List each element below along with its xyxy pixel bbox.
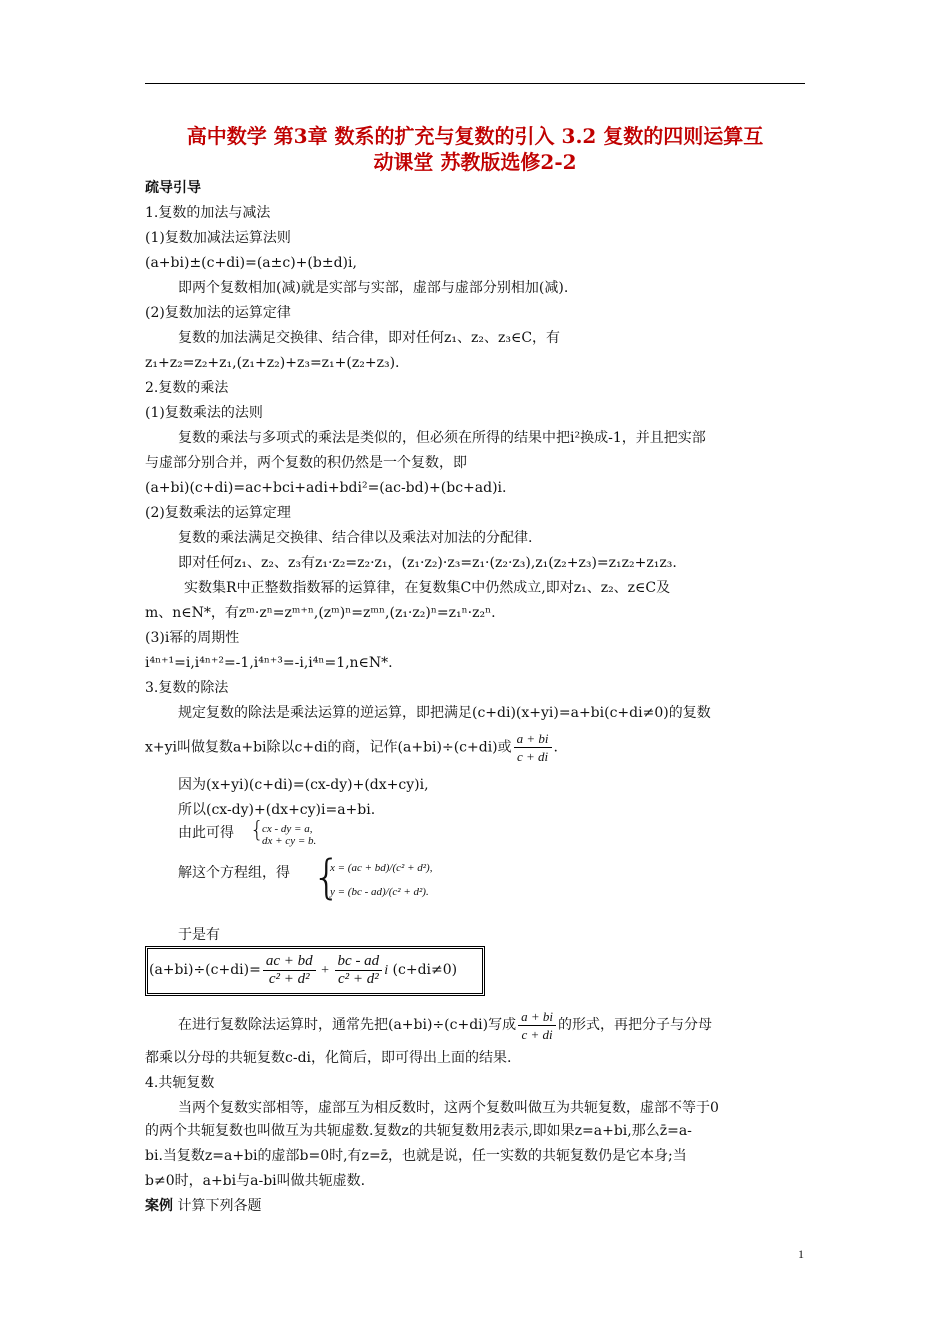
conjugate-paragraph-1: 当两个复数实部相等，虚部互为相反数时，这两个复数叫做互为共轭复数，虚部不等于0 <box>178 1100 719 1116</box>
header-rule <box>145 83 805 84</box>
box-condition: (c+di≠0) <box>392 962 458 978</box>
practice-denominator: c + di <box>521 1026 553 1042</box>
exponent-rule-line-2: m、n∈N*，有zᵐ·zⁿ=zᵐ⁺ⁿ,(zᵐ)ⁿ=zᵐⁿ,(z₁·z₂)ⁿ=z₁ⁿ·z₂ⁿ. <box>145 605 496 621</box>
multiplication-law-formula: 即对任何z₁、z₂、z₃有z₁·z₂=z₂·z₁，(z₁·z₂)·z₃=z₁·(z₂·z₃),z₁(z₂+z₃)=z₁z₂+z₁z₃. <box>178 555 677 571</box>
solve-label: 解这个方程组，得 <box>178 865 290 881</box>
division-practice-text-b: 的形式，再把分子与分母 <box>558 1017 712 1033</box>
division-practice-line-2: 都乘以分母的共轭复数c-di，化简后，即可得出上面的结果. <box>145 1050 512 1066</box>
real-part-denominator: c² + d² <box>268 970 310 987</box>
case-line <box>145 1196 261 1216</box>
box-left-text: (a+bi)÷(c+di)= <box>149 962 261 978</box>
multiplication-law-text: 复数的乘法满足交换律、结合律以及乘法对加法的分配律. <box>178 530 533 546</box>
addition-law-text: 复数的加法满足交换律、结合律，即对任何z₁、z₂、z₃∈C，有 <box>178 330 561 346</box>
section-1-1-title: (1)复数加减法运算法则 <box>145 230 291 246</box>
system-1-eq-1: cx - dy = a, <box>262 823 313 835</box>
hence-label: 由此可得 <box>178 825 234 841</box>
thus-label: 于是有 <box>178 927 220 943</box>
therefore-line: 所以(cx-dy)+(dx+cy)i=a+bi. <box>178 802 376 818</box>
imag-part-denominator: c² + d² <box>337 970 379 987</box>
multiplication-paragraph-1: 复数的乘法与多项式的乘法是类似的，但必须在所得的结果中把i²换成-1，并且把实部 <box>178 430 706 446</box>
section-2-2-title: (2)复数乘法的运算定理 <box>145 505 291 521</box>
addition-law-formula: z₁+z₂=z₂+z₁,(z₁+z₂)+z₃=z₁+(z₂+z₃). <box>145 355 400 371</box>
division-practice-line-1 <box>178 1007 712 1043</box>
addition-description: 即两个复数相加(减)就是实部与实部，虚部与虚部分别相加(减). <box>178 280 569 296</box>
division-practice-text-a: 在进行复数除法运算时，通常先把(a+bi)÷(c+di)写成 <box>178 1017 517 1033</box>
exponent-rule-line-1: 实数集R中正整数指数幂的运算律，在复数集C中仍然成立,即对z₁、z₂、z∈C及 <box>184 580 671 596</box>
system-2-eq-y: y = (bc - ad)/(c² + d²). <box>330 886 429 898</box>
conjugate-paragraph-3: bi.当复数z=a+bi的虚部b=0时,有z=z̄，也就是说，任一实数的共轭复数仍是它本身;当 <box>145 1148 687 1164</box>
system-2-brace: { <box>312 850 342 904</box>
imag-unit: i <box>384 963 389 978</box>
section-heading: 疏导引导 <box>145 180 201 196</box>
practice-numerator: a + bi <box>518 1008 556 1026</box>
because-line: 因为(x+yi)(c+di)=(cx-dy)+(dx+cy)i, <box>178 777 429 793</box>
addition-rule: (a+bi)±(c+di)=(a±c)+(b±d)i, <box>145 255 357 271</box>
quotient-fraction <box>514 730 552 765</box>
division-definition-2: x+yi叫做复数a+bi除以c+di的商，记作(a+bi)÷(c+di)或 $\frac{a + bi}{c + di}$ . <box>145 731 558 764</box>
title-line-2: 动课堂 苏教版选修2-2 <box>373 150 577 174</box>
practice-fraction <box>518 1008 556 1043</box>
division-definition-1: 规定复数的除法是乘法运算的逆运算，即把满足(c+di)(x+yi)=a+bi(c+di≠0)的复数 <box>178 705 711 721</box>
section-2-title: 2.复数的乘法 <box>145 380 229 396</box>
imag-part-numerator: bc - ad <box>335 953 383 971</box>
section-3-title: 3.复数的除法 <box>145 680 229 696</box>
section-1-2-title: (2)复数加法的运算定律 <box>145 305 291 321</box>
title-line-1: 高中数学 第3章 数系的扩充与复数的引入 3.2 复数的四则运算互 <box>186 124 764 148</box>
quotient-numerator: a + bi <box>514 730 552 748</box>
section-2-3-title: (3)i幂的周期性 <box>145 630 240 646</box>
multiplication-formula: (a+bi)(c+di)=ac+bci+adi+bdi²=(ac-bd)+(bc+ad)i. <box>145 480 507 496</box>
division-result-formula: (a+bi)÷(c+di)= $\frac{ac + bd}{\text{c² + d²}}$ + $\frac{bc - ad}{\text{c² + d²}}$ i (c+di≠0) <box>149 952 458 987</box>
conjugate-paragraph-4: b≠0时，a+bi与a-bi叫做共轭虚数. <box>145 1173 366 1189</box>
real-part-fraction <box>263 953 316 988</box>
section-1-title: 1.复数的加法与减法 <box>145 205 271 221</box>
multiplication-paragraph-2: 与虚部分别合并，两个复数的积仍然是一个复数，即 <box>145 455 467 471</box>
system-1-brace: { <box>250 818 264 843</box>
section-4-title: 4.共轭复数 <box>145 1075 215 1091</box>
case-text: 计算下列各题 <box>177 1198 262 1214</box>
conjugate-paragraph-2: 的两个共轭复数也叫做互为共轭虚数.复数z的共轭复数用z̄表示,即如果z=a+bi,那么z̄=a- <box>145 1123 692 1139</box>
i-periodicity-formula: i⁴ⁿ⁺¹=i,i⁴ⁿ⁺²=-1,i⁴ⁿ⁺³=-i,i⁴ⁿ=1,n∈N*. <box>145 655 393 671</box>
section-2-1-title: (1)复数乘法的法则 <box>145 405 263 421</box>
real-part-numerator: ac + bd <box>263 953 316 971</box>
case-label: 案例 <box>145 1198 173 1214</box>
quotient-denominator: c + di <box>517 749 549 764</box>
system-2-eq-x: x = (ac + bd)/(c² + d²), <box>330 862 433 874</box>
system-1-eq-2: dx + cy = b. <box>262 835 317 847</box>
imag-part-fraction <box>335 953 383 988</box>
division-definition-text: x+yi叫做复数a+bi除以c+di的商，记作(a+bi)÷(c+di)或 <box>145 739 512 756</box>
page-number: 1 <box>798 1247 804 1261</box>
